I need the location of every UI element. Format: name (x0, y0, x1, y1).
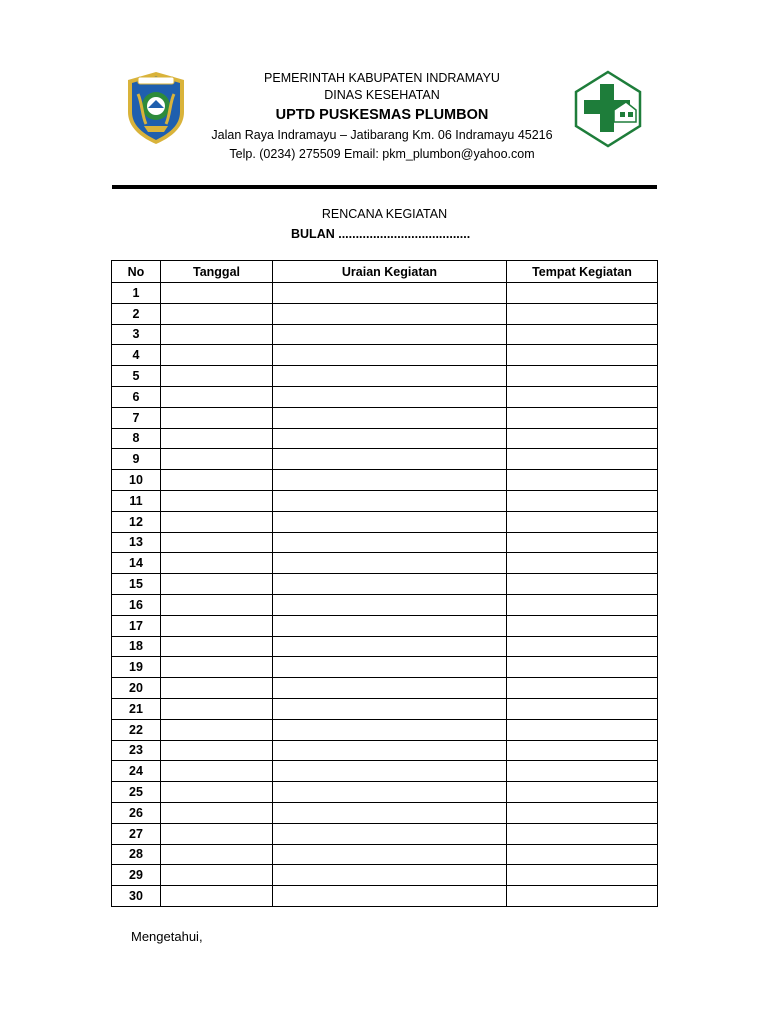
table-row (112, 698, 658, 719)
table-header-row (112, 261, 658, 283)
location-cell (507, 407, 658, 428)
table-row (112, 740, 658, 761)
activity-plan-table (111, 260, 658, 907)
description-cell (273, 470, 507, 491)
date-cell (161, 283, 273, 304)
description-cell (273, 782, 507, 803)
location-cell (507, 844, 658, 865)
indramayu-emblem-logo (124, 70, 188, 146)
location-cell (507, 636, 658, 657)
acknowledgement-label: Mengetahui, (131, 929, 203, 944)
location-cell (507, 574, 658, 595)
date-cell (161, 303, 273, 324)
table-row (112, 553, 658, 574)
location-cell (507, 761, 658, 782)
location-cell (507, 324, 658, 345)
date-cell (161, 366, 273, 387)
table-row (112, 407, 658, 428)
date-cell (161, 823, 273, 844)
table-row (112, 615, 658, 636)
date-cell (161, 324, 273, 345)
table-row (112, 283, 658, 304)
date-cell (161, 761, 273, 782)
location-cell (507, 865, 658, 886)
description-cell (273, 636, 507, 657)
description-cell (273, 678, 507, 699)
row-number: 28 (112, 844, 161, 865)
table-row (112, 511, 658, 532)
row-number: 4 (112, 345, 161, 366)
date-cell (161, 553, 273, 574)
description-cell (273, 407, 507, 428)
table-row (112, 802, 658, 823)
table-row (112, 449, 658, 470)
description-cell (273, 428, 507, 449)
description-cell (273, 283, 507, 304)
description-cell (273, 511, 507, 532)
shield-emblem-icon (124, 70, 188, 146)
row-number: 22 (112, 719, 161, 740)
description-cell (273, 553, 507, 574)
table-row (112, 594, 658, 615)
row-number: 24 (112, 761, 161, 782)
date-cell (161, 532, 273, 553)
date-cell (161, 844, 273, 865)
row-number: 25 (112, 782, 161, 803)
table-row (112, 865, 658, 886)
description-cell (273, 844, 507, 865)
description-cell (273, 865, 507, 886)
date-cell (161, 490, 273, 511)
letterhead (190, 70, 574, 164)
location-cell (507, 553, 658, 574)
row-number: 8 (112, 428, 161, 449)
table-row (112, 532, 658, 553)
table-row (112, 678, 658, 699)
description-cell (273, 532, 507, 553)
date-cell (161, 657, 273, 678)
location-cell (507, 470, 658, 491)
table-row (112, 470, 658, 491)
date-cell (161, 636, 273, 657)
description-cell (273, 802, 507, 823)
department-name: DINAS KESEHATAN (324, 88, 440, 102)
date-cell (161, 386, 273, 407)
date-cell (161, 698, 273, 719)
description-cell (273, 886, 507, 907)
location-cell (507, 366, 658, 387)
description-cell (273, 761, 507, 782)
location-cell (507, 345, 658, 366)
row-number: 14 (112, 553, 161, 574)
column-header-no: No (112, 261, 161, 283)
description-cell (273, 574, 507, 595)
location-cell (507, 386, 658, 407)
date-cell (161, 594, 273, 615)
row-number: 27 (112, 823, 161, 844)
row-number: 20 (112, 678, 161, 699)
table-row (112, 844, 658, 865)
institution-name: UPTD PUSKESMAS PLUMBON (275, 107, 489, 123)
date-cell (161, 678, 273, 699)
location-cell (507, 782, 658, 803)
puskesmas-logo (574, 70, 642, 148)
location-cell (507, 719, 658, 740)
government-name: PEMERINTAH KABUPATEN INDRAMAYU (264, 71, 500, 85)
row-number: 12 (112, 511, 161, 532)
table-row (112, 345, 658, 366)
table-row (112, 823, 658, 844)
row-number: 2 (112, 303, 161, 324)
table-row (112, 303, 658, 324)
column-header-date: Tanggal (161, 261, 273, 283)
location-cell (507, 886, 658, 907)
date-cell (161, 865, 273, 886)
table-row (112, 719, 658, 740)
row-number: 10 (112, 470, 161, 491)
location-cell (507, 532, 658, 553)
row-number: 30 (112, 886, 161, 907)
date-cell (161, 615, 273, 636)
location-cell (507, 698, 658, 719)
date-cell (161, 740, 273, 761)
date-cell (161, 345, 273, 366)
row-number: 3 (112, 324, 161, 345)
row-number: 11 (112, 490, 161, 511)
table-row (112, 324, 658, 345)
date-cell (161, 802, 273, 823)
description-cell (273, 490, 507, 511)
description-cell (273, 719, 507, 740)
row-number: 13 (112, 532, 161, 553)
row-number: 23 (112, 740, 161, 761)
table-row (112, 636, 658, 657)
row-number: 9 (112, 449, 161, 470)
date-cell (161, 782, 273, 803)
row-number: 29 (112, 865, 161, 886)
row-number: 6 (112, 386, 161, 407)
description-cell (273, 698, 507, 719)
location-cell (507, 303, 658, 324)
row-number: 7 (112, 407, 161, 428)
column-header-location: Tempat Kegiatan (507, 261, 658, 283)
description-cell (273, 740, 507, 761)
health-cross-icon (574, 70, 642, 148)
row-number: 18 (112, 636, 161, 657)
location-cell (507, 657, 658, 678)
address-line: Jalan Raya Indramayu – Jatibarang Km. 06 Indramayu 45216 (211, 128, 553, 142)
table-row (112, 657, 658, 678)
location-cell (507, 802, 658, 823)
table-row (112, 428, 658, 449)
date-cell (161, 428, 273, 449)
date-cell (161, 886, 273, 907)
date-cell (161, 574, 273, 595)
row-number: 26 (112, 802, 161, 823)
location-cell (507, 740, 658, 761)
column-header-description: Uraian Kegiatan (273, 261, 507, 283)
location-cell (507, 615, 658, 636)
row-number: 15 (112, 574, 161, 595)
table-row (112, 490, 658, 511)
row-number: 19 (112, 657, 161, 678)
table-row (112, 366, 658, 387)
location-cell (507, 511, 658, 532)
location-cell (507, 678, 658, 699)
location-cell (507, 283, 658, 304)
document-title: RENCANA KEGIATAN (321, 207, 448, 221)
table-body (112, 283, 658, 907)
letterhead-divider (112, 185, 657, 189)
date-cell (161, 511, 273, 532)
date-cell (161, 407, 273, 428)
description-cell (273, 386, 507, 407)
row-number: 21 (112, 698, 161, 719)
row-number: 5 (112, 366, 161, 387)
location-cell (507, 449, 658, 470)
description-cell (273, 345, 507, 366)
location-cell (507, 490, 658, 511)
description-cell (273, 594, 507, 615)
description-cell (273, 303, 507, 324)
description-cell (273, 449, 507, 470)
table-row (112, 386, 658, 407)
date-cell (161, 449, 273, 470)
description-cell (273, 366, 507, 387)
description-cell (273, 823, 507, 844)
description-cell (273, 657, 507, 678)
date-cell (161, 470, 273, 491)
location-cell (507, 594, 658, 615)
date-cell (161, 719, 273, 740)
table-row (112, 886, 658, 907)
row-number: 17 (112, 615, 161, 636)
row-number: 16 (112, 594, 161, 615)
description-cell (273, 615, 507, 636)
month-field: BULAN ...................................... (291, 227, 471, 241)
table-row (112, 782, 658, 803)
contact-line: Telp. (0234) 275509 Email: pkm_plumbon@yahoo.com (229, 147, 535, 161)
table-row (112, 761, 658, 782)
location-cell (507, 823, 658, 844)
description-cell (273, 324, 507, 345)
table-row (112, 574, 658, 595)
row-number: 1 (112, 283, 161, 304)
location-cell (507, 428, 658, 449)
